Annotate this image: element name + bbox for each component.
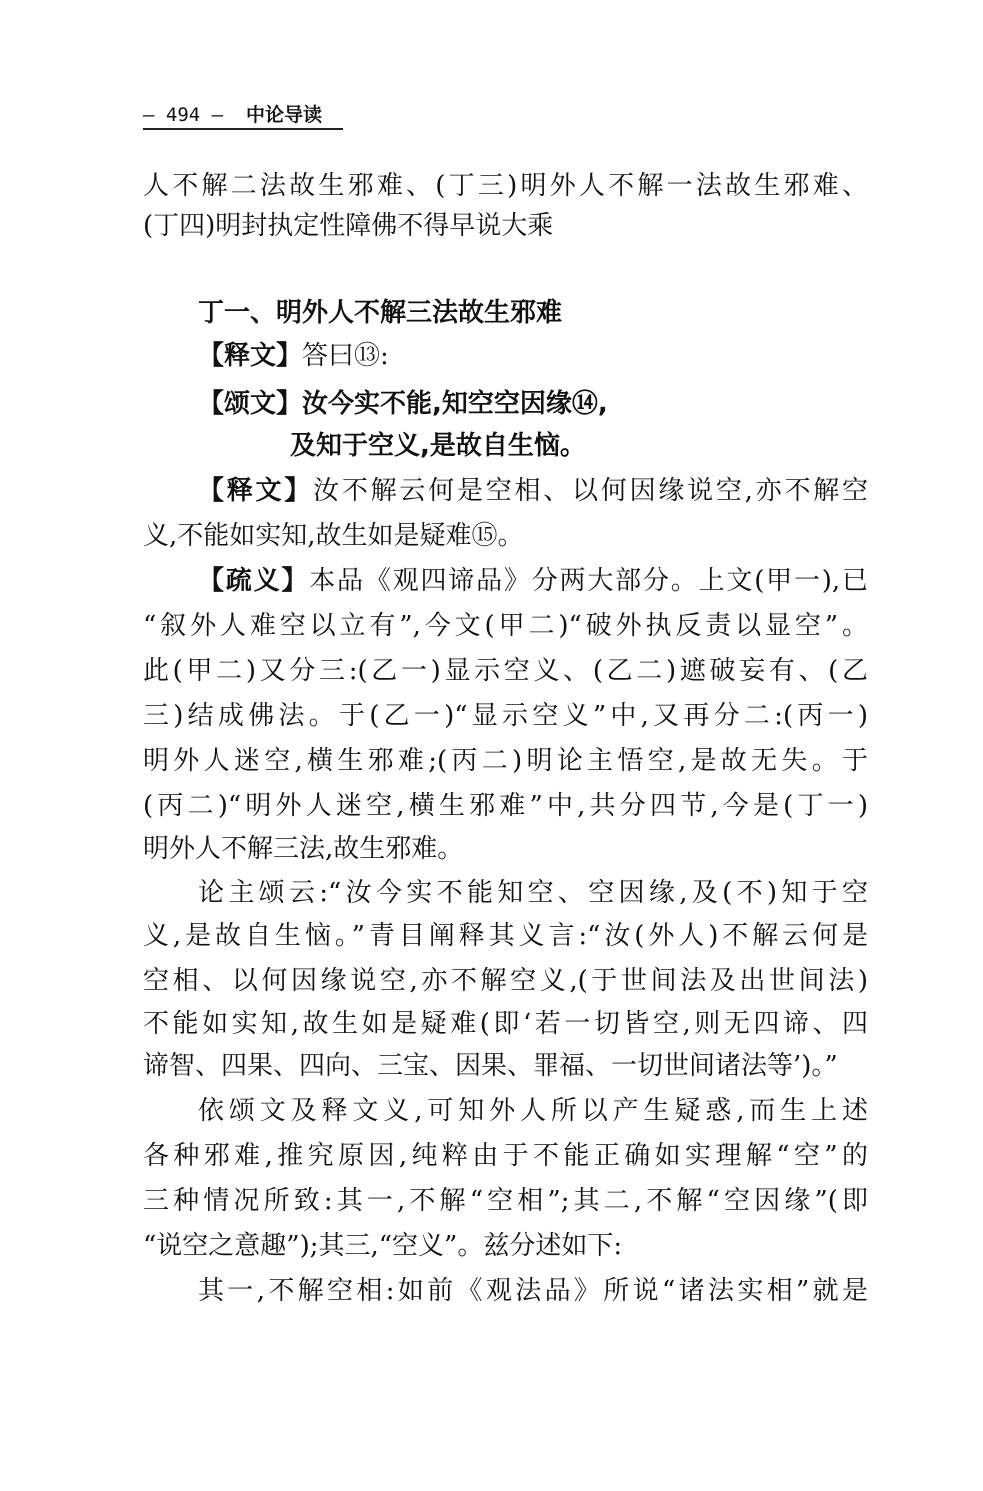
shuyi-line: 明外人迷空,横生邪难;(丙二)明论主悟空,是故无失。于 [143, 746, 868, 776]
shiwen-line: 义,不能如实知,故生如是疑难⑮。 [143, 521, 524, 551]
para-line: 其一,不解空相:如前《观法品》所说“诸法实相”就是 [198, 1276, 868, 1306]
section-heading: 丁一、明外人不解三法故生邪难 [198, 298, 563, 328]
shuyi-line: “叙外人难空以立有”,今文(甲二)“破外执反责以显空”。 [143, 611, 868, 641]
shuyi-line: 三)结成佛法。于(乙一)“显示空义”中,又再分二:(丙一) [143, 701, 868, 731]
text-line: (丁四)明封执定性障佛不得早说大乘 [143, 211, 554, 241]
book-title: 中论导读 [245, 104, 322, 126]
para-line: 依颂文及释文义,可知外人所以产生疑惑,而生上述 [198, 1096, 868, 1126]
shuyi-line: 此(甲二)又分三:(乙一)显示空义、(乙二)遮破妄有、(乙 [143, 656, 868, 686]
shuyi-line: (丙二)“明外人迷空,横生邪难”中,共分四节,今是(丁一) [143, 791, 868, 821]
verse-line-1 [198, 388, 608, 420]
para-line: 各种邪难,推究原因,纯粹由于不能正确如实理解“空”的 [143, 1141, 868, 1171]
text-line: 人不解二法故生邪难、(丁三)明外人不解一法故生邪难、 [143, 171, 868, 201]
shiwen-label: 【释文】 [198, 476, 314, 506]
running-header [143, 100, 322, 127]
shuyi-line [198, 565, 868, 597]
para-line: “说空之意趣”);其三,“空义”。兹分述如下: [143, 1231, 623, 1261]
para-line: 谛智、四果、四向、三宝、因果、罪福、一切世间诸法等’)。” [143, 1051, 838, 1081]
para-line: 义,是故自生恼。”青目阐释其义言:“汝(外人)不解云何是 [143, 921, 868, 951]
para-line: 空相、以何因缘说空,亦不解空义,(于世间法及出世间法) [143, 966, 868, 996]
songwen-label: 【颂文】 [198, 389, 303, 419]
para-line: 不能如实知,故生如是疑难(即‘若一切皆空,则无四谛、四 [143, 1009, 868, 1039]
shiwen-text: 答曰⑬: [302, 341, 389, 371]
verse-text: 汝今实不能,知空空因缘⑭, [302, 389, 608, 419]
header-rule [143, 128, 343, 130]
para-line: 三种情况所致:其一,不解“空相”;其二,不解“空因缘”(即 [143, 1186, 868, 1216]
verse-line-2: 及知于空义,是故自生恼。 [290, 431, 586, 461]
shuyi-line: 明外人不解三法,故生邪难。 [143, 834, 464, 864]
shuyi-text: 本品《观四谛品》分两大部分。上文(甲一),已 [309, 566, 868, 596]
shiwen-line [198, 475, 868, 507]
para-line: 论主颂云:“汝今实不能知空、空因缘,及(不)知于空 [198, 878, 868, 908]
shiwen-text: 汝不解云何是空相、以何因缘说空,亦不解空 [313, 476, 868, 506]
page-number: — 494 — [143, 104, 224, 126]
shiwen-label: 【释文】 [198, 341, 303, 371]
shuyi-label: 【疏义】 [198, 566, 310, 596]
shiwen-answer [198, 340, 389, 372]
